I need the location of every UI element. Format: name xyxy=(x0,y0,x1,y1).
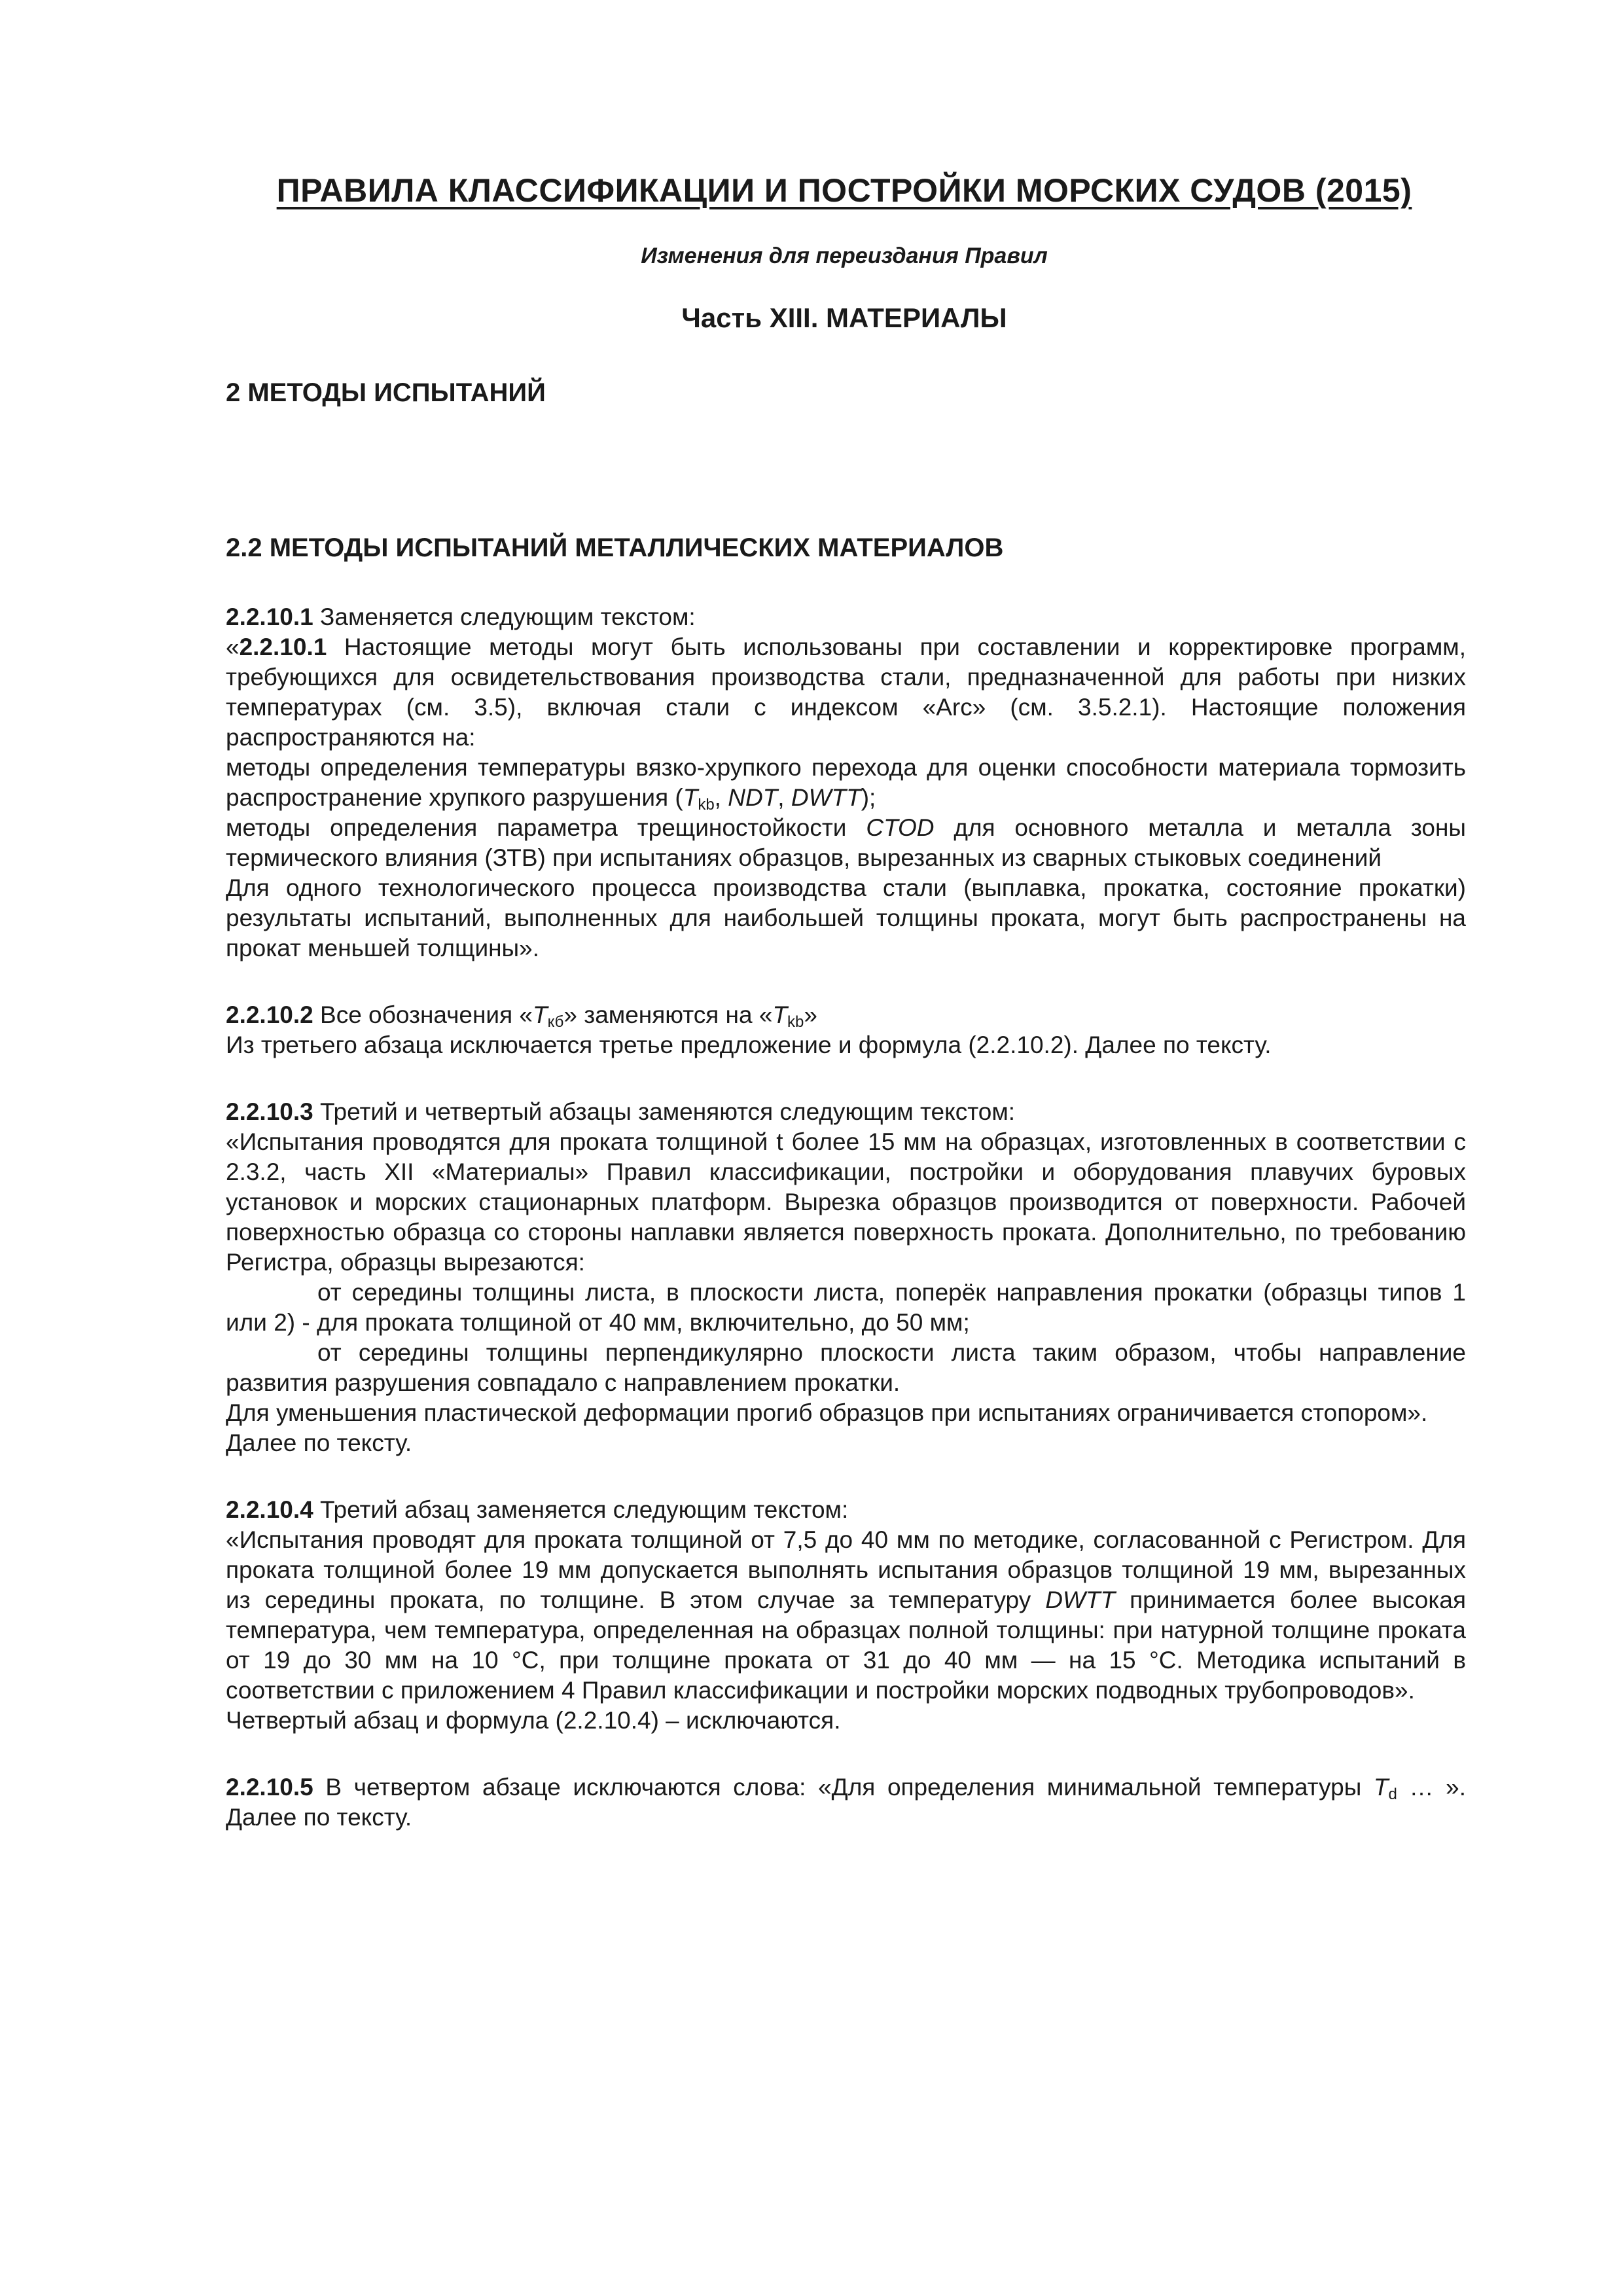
paragraph-text: «Испытания проводят для проката толщиной от 7,5 до 40 мм по методике, согласованной с Регистром. Для проката толщиной более 19 мм допускается выполнять испытания образцов толщиной 19 мм, вырезанных из середины проката, по толщине. В этом случае за температуру DWTT принимается более высокая температура, чем температура, определенная на образцах полной толщины: при натурной толщине проката от 19 до 30 мм на 10 °С, при толщине проката от 31 до 40 мм — на 15 °С. Методика испытаний в соответствии с приложением 4 Правил классификации и постройки морских подводных трубопроводов». xyxy=(226,1526,1466,1704)
section-heading: 2.2 МЕТОДЫ ИСПЫТАНИЙ МЕТАЛЛИЧЕСКИХ МАТЕРИАЛОВ xyxy=(226,533,1004,562)
clause-number: 2.2.10.5 xyxy=(226,1774,313,1801)
document-body xyxy=(226,602,1466,1833)
paragraph-text: Из третьего абзаца исключается третье предложение и формула (2.2.10.2). Далее по тексту. xyxy=(226,1031,1272,1058)
clause-text: Настоящие методы могут быть использованы при составлении и корректировке программ, требующихся для освидетельствования производства стали, предназначенной для работы при низких температурах (см. 3.5), включая стали с индексом «Arc» (см. 3.5.2.1). Настоящие положения распространяются на: xyxy=(226,634,1466,751)
document-title: ПРАВИЛА КЛАССИФИКАЦИИ И ПОСТРОЙКИ МОРСКИХ СУДОВ (2015) xyxy=(276,172,1412,209)
paragraph-2-2-10-1-quote: «2.2.10.1 Настоящие методы могут быть использованы при составлении и корректировке программ, требующихся для освидетельствования производства стали, предназначенной для работы при низких температурах (см. 3.5), включая стали с индексом «Arc» (см. 3.5.2.1). Настоящие положения распространяются на: xyxy=(226,634,1466,751)
clause-number: 2.2.10.3 xyxy=(226,1098,313,1125)
clause-number: 2.2.10.1 xyxy=(226,603,313,630)
paragraph-text: Для уменьшения пластической деформации прогиб образцов при испытаниях ограничивается стопором». xyxy=(226,1399,1428,1426)
paragraph-2-2-10-1-intro xyxy=(226,602,1466,632)
clause-number: 2.2.10.1 xyxy=(239,634,327,660)
paragraph-text: Четвертый абзац и формула (2.2.10.4) – исключаются. xyxy=(226,1707,841,1734)
paragraph-2-2-10-4: 2.2.10.4 Третий абзац заменяется следующим текстом: xyxy=(226,1496,849,1523)
chapter-heading: 2 МЕТОДЫ ИСПЫТАНИЙ xyxy=(226,378,546,407)
clause-text: Заменяется следующим текстом: xyxy=(313,603,696,630)
clause-number: 2.2.10.2 xyxy=(226,1001,313,1028)
paragraph-2-2-10-3: 2.2.10.3 Третий и четвертый абзацы заменяются следующим текстом: xyxy=(226,1098,1016,1125)
document-subtitle: Изменения для переиздания Правил xyxy=(641,243,1048,268)
clause-number: 2.2.10.4 xyxy=(226,1496,313,1523)
paragraph-text: Для одного технологического процесса производства стали (выплавка, прокатка, состояние прокатки) результаты испытаний, выполненных для наибольшей толщины проката, могут быть распространены на прокат меньшей толщины». xyxy=(226,874,1466,961)
paragraph-text: Далее по тексту. xyxy=(226,1429,412,1456)
paragraph-text: «Испытания проводятся для проката толщиной t более 15 мм на образцах, изготовленных в соответствии с 2.3.2, часть XII «Материалы» Правил классификации, постройки и оборудования плавучих буровых установок и морских стационарных платформ. Вырезка образцов производится от поверхности. Рабочей поверхностью образца со стороны наплавки является поверхность проката. Дополнительно, по требованию Регистра, образцы вырезаются: xyxy=(226,1128,1466,1276)
list-item: методы определения параметра трещиностойкости CTOD для основного металла и металла зоны термического влияния (ЗТВ) при испытаниях образцов, вырезанных из сварных стыковых соединений xyxy=(226,814,1466,871)
list-item: от середины толщины листа, в плоскости листа, поперёк направления прокатки (образцы типов 1 или 2) - для проката толщиной от 40 мм, включительно, до 50 мм; xyxy=(226,1279,1466,1336)
paragraph-2-2-10-5: 2.2.10.5 В четвертом абзаце исключаются слова: «Для определения минимальной температуры $T_d$ … ». Далее по тексту. xyxy=(226,1774,1467,1831)
paragraph-2-2-10-2: 2.2.10.2 Все обозначения «$T_{кб}$» заменяются на «$T_{kb}$» xyxy=(226,1001,817,1031)
list-item: методы определения температуры вязко-хрупкого перехода для оценки способности материала тормозить распространение хрупкого разрушения ($T_{kb}$, NDT, DWTT); xyxy=(226,754,1466,814)
list-item: от середины толщины перпендикулярно плоскости листа таким образом, чтобы направление развития разрушения совпадало с направлением прокатки. xyxy=(226,1339,1466,1396)
part-title: Часть XIII. МАТЕРИАЛЫ xyxy=(681,302,1007,333)
